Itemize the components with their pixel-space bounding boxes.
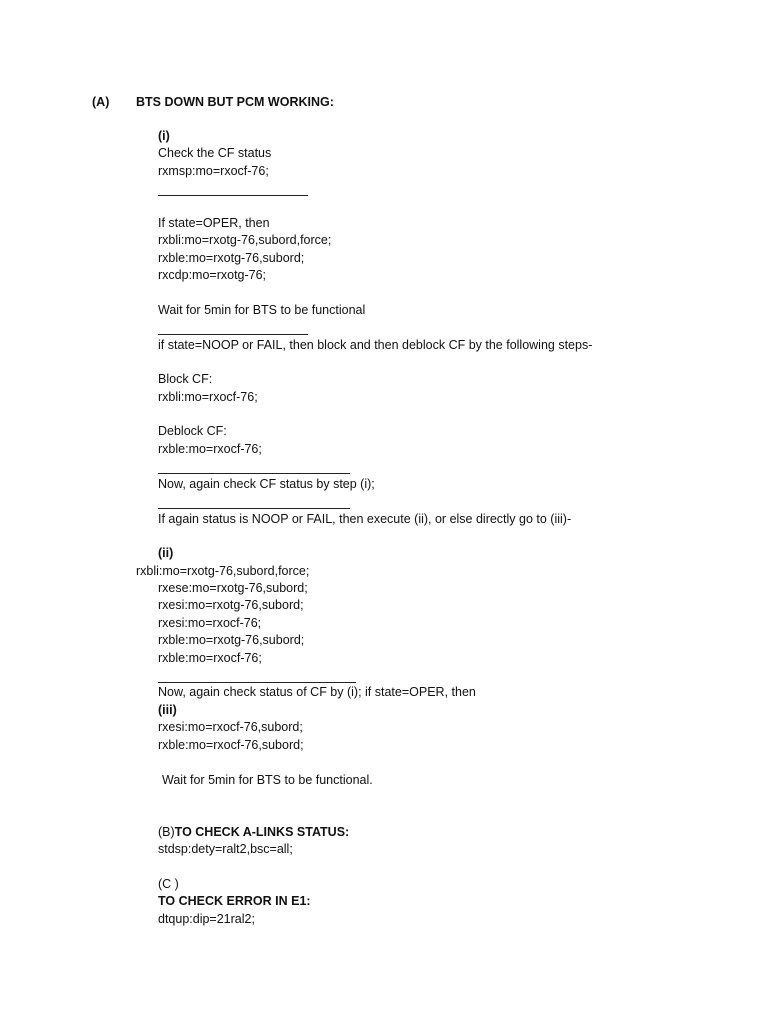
now-again-ii-text: Now, again check status of CF by (i); if state=OPER, then xyxy=(158,685,476,699)
cmd-rxmsp: rxmsp:mo=rxocf-76; xyxy=(158,164,269,178)
section-c-title: TO CHECK ERROR IN E1: xyxy=(158,894,311,908)
if-again-text: If again status is NOOP or FAIL, then execute (ii), or else directly go to (iii)- xyxy=(158,512,572,526)
section-b-heading xyxy=(158,824,349,841)
wait-5min-final-text: Wait for 5min for BTS to be functional. xyxy=(162,773,373,787)
section-c-label: (C ) xyxy=(158,877,179,891)
divider-line xyxy=(158,473,350,474)
cmd-ii-rxesi-cf: rxesi:mo=rxocf-76; xyxy=(158,616,262,630)
cmd-rxble-cf: rxble:mo=rxocf-76; xyxy=(158,442,262,456)
step-i-label: (i) xyxy=(158,129,170,143)
section-a-title: BTS DOWN BUT PCM WORKING: xyxy=(136,95,334,109)
cmd-dtqup: dtqup:dip=21ral2; xyxy=(158,912,255,926)
check-cf-text: Check the CF status xyxy=(158,146,272,160)
cmd-ii-rxese: rxese:mo=rxotg-76,subord; xyxy=(158,581,308,595)
step-iii-label: (iii) xyxy=(158,703,177,717)
section-a-label: (A) xyxy=(92,95,110,109)
wait-5min-text: Wait for 5min for BTS to be functional xyxy=(158,303,366,317)
divider-line xyxy=(158,682,356,683)
cmd-ii-rxble-cf: rxble:mo=rxocf-76; xyxy=(158,651,262,665)
cmd-ii-rxesi-tg: rxesi:mo=rxotg-76,subord; xyxy=(158,598,304,612)
if-oper-text: If state=OPER, then xyxy=(158,216,270,230)
cmd-iii-rxesi: rxesi:mo=rxocf-76,subord; xyxy=(158,720,303,734)
cmd-rxble-tg: rxble:mo=rxotg-76,subord; xyxy=(158,251,305,265)
deblock-cf-label: Deblock CF: xyxy=(158,424,227,438)
cmd-iii-rxble: rxble:mo=rxocf-76,subord; xyxy=(158,738,304,752)
cmd-rxbli-tg: rxbli:mo=rxotg-76,subord,force; xyxy=(158,233,332,247)
divider-line xyxy=(158,508,350,509)
block-cf-label: Block CF: xyxy=(158,372,213,386)
now-again-cf-text: Now, again check CF status by step (i); xyxy=(158,477,375,491)
cmd-stdsp: stdsp:dety=ralt2,bsc=all; xyxy=(158,842,293,856)
section-b-label: (B) xyxy=(158,825,175,839)
step-ii-label: (ii) xyxy=(158,546,174,560)
cmd-ii-rxble-tg: rxble:mo=rxotg-76,subord; xyxy=(158,633,305,647)
cmd-ii-rxbli: rxbli:mo=rxotg-76,subord,force; xyxy=(136,564,310,578)
cmd-rxcdp: rxcdp:mo=rxotg-76; xyxy=(158,268,267,282)
cmd-rxbli-cf: rxbli:mo=rxocf-76; xyxy=(158,390,258,404)
divider-line xyxy=(158,195,308,196)
if-noop-text: if state=NOOP or FAIL, then block and then deblock CF by the following steps- xyxy=(158,338,593,352)
divider-line xyxy=(158,334,308,335)
section-b-title: TO CHECK A-LINKS STATUS: xyxy=(174,825,350,839)
